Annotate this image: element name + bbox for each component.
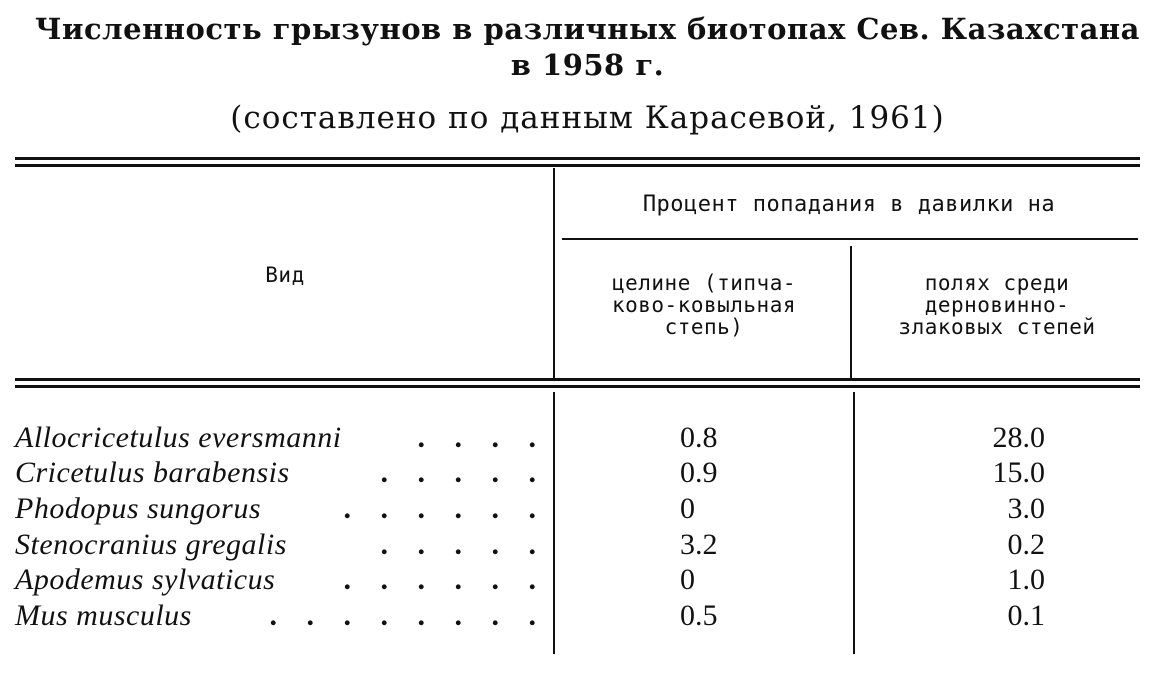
- header-rule-upper: [15, 378, 1140, 381]
- header-fields-steppe-text: полях среди дерновинно- злаковых степей: [898, 271, 1096, 339]
- table-row: [0, 421, 1175, 455]
- species-name: Stenocranius gregalis: [15, 528, 287, 561]
- species-name: Allocricetulus eversmanni: [15, 421, 342, 454]
- fields-steppe-value: 3.0: [1007, 492, 1045, 525]
- fields-steppe-value: 0.1: [1007, 599, 1045, 632]
- virgin-steppe-value: 0.5: [680, 599, 718, 632]
- dot-leader: . . . . . .: [343, 563, 547, 596]
- table-row: [0, 492, 1175, 526]
- dot-leader: . . . . .: [380, 528, 547, 561]
- table-row: [0, 456, 1175, 490]
- species-name: Cricetulus barabensis: [15, 456, 290, 489]
- virgin-steppe-value: 3.2: [680, 528, 718, 561]
- table-row: [0, 528, 1175, 562]
- virgin-steppe-value: 0.9: [680, 456, 718, 489]
- header-virgin-steppe: [558, 272, 850, 338]
- header-fields-steppe: [856, 272, 1138, 338]
- virgin-steppe-value: 0.8: [680, 421, 718, 454]
- header-species: Вид: [265, 263, 305, 287]
- top-rule-lower: [15, 164, 1140, 167]
- group-header-rule: [562, 238, 1138, 240]
- dot-leader: . . . . . .: [343, 492, 547, 525]
- table-title-line-2: в 1958 г.: [510, 48, 665, 82]
- fields-steppe-value: 15.0: [992, 456, 1045, 489]
- header-rule-lower: [15, 385, 1140, 388]
- fields-steppe-value: 28.0: [992, 421, 1045, 454]
- table-subtitle: (составлено по данным Карасевой, 1961): [230, 100, 945, 136]
- table-title-line-1: Численность грызунов в различных биотопах Сев. Казахстана: [35, 12, 1140, 46]
- species-name: Mus musculus: [15, 599, 192, 632]
- species-name: Apodemus sylvaticus: [15, 563, 276, 596]
- header-divider-columns: [850, 246, 852, 378]
- header-capture-percent: Процент попадания в давилки на: [642, 192, 1056, 217]
- virgin-steppe-value: 0: [680, 492, 695, 525]
- fields-steppe-value: 0.2: [1007, 528, 1045, 561]
- species-name: Phodopus sungorus: [15, 492, 262, 525]
- header-virgin-steppe-text: целине (типча- ково-ковыльная степь): [611, 271, 796, 339]
- fields-steppe-value: 1.0: [1007, 563, 1045, 596]
- dot-leader: . . . .: [417, 421, 547, 454]
- top-rule-upper: [15, 157, 1140, 160]
- table-row: [0, 599, 1175, 633]
- dot-leader: . . . . .: [380, 456, 547, 489]
- virgin-steppe-value: 0: [680, 563, 695, 596]
- dot-leader: . . . . . . . .: [269, 599, 547, 632]
- table-row: [0, 563, 1175, 597]
